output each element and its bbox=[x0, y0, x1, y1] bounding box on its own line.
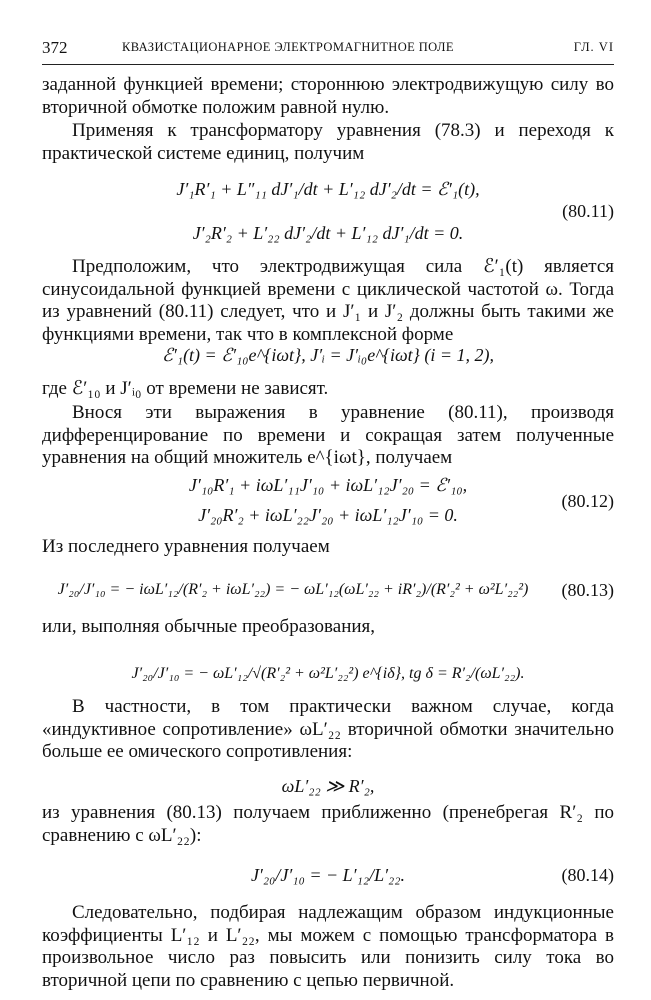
paragraph-8: В частности, в том практически важном случае, когда «индуктивное сопротивление» ωL′₂₂ вторичной обмотки значительно больше ее омического сопротивления: bbox=[42, 696, 614, 763]
equation-80-14-number: (80.14) bbox=[561, 865, 614, 885]
equation-condition: ωL′₂₂ ≫ R′₂, bbox=[281, 776, 375, 796]
paragraph-9: из уравнения (80.13) получаем приближенно (пренебрегая R′₂ по сравнению с ωL′₂₂): bbox=[42, 802, 614, 846]
paragraph-7: или, выполняя обычные преобразования, bbox=[42, 616, 376, 637]
equation-complex-form: ℰ′₁(t) = ℰ′₁₀e^{iωt}, J′ᵢ = J′ᵢ₀e^{iωt} (i = 1, 2), bbox=[161, 345, 495, 365]
equation-80-12-line-1: J′₁₀R′₁ + iωL′₁₁J′₁₀ + iωL′₁₂J′₂₀ = ℰ′₁₀, bbox=[188, 475, 468, 495]
book-page bbox=[42, 30, 614, 991]
equation-80-11-number: (80.11) bbox=[562, 201, 614, 221]
header-rule bbox=[42, 64, 614, 65]
page-number: 372 bbox=[42, 38, 68, 57]
paragraph-4: где ℰ′₁₀ и J′ᵢ₀ от времени не зависят. bbox=[42, 378, 329, 399]
equation-80-14-body: J′₂₀/J′₁₀ = − L′₁₂/L′₂₂. bbox=[250, 865, 406, 885]
equation-80-13-number: (80.13) bbox=[561, 580, 614, 600]
equation-80-14 bbox=[42, 850, 614, 902]
equation-80-11 bbox=[42, 170, 614, 254]
paragraph-10: Следовательно, подбирая надлежащим образом индукционные коэффициенты L′₁₂ и L′₂₂, мы можем с помощью трансформатора в произвольное число раз повысить или понизить силу тока во вторичной цепи по сравнению с цепью первичной. bbox=[42, 902, 614, 991]
equation-80-12-line-2: J′₂₀R′₂ + iωL′₂₂J′₂₀ + iωL′₁₂J′₁₀ = 0. bbox=[198, 505, 458, 525]
equation-80-11-line-1: J′₁R′₁ + L″₁₁ dJ′₁/dt + L′₁₂ dJ′₂/dt = ℰ′₁(t), bbox=[176, 179, 480, 199]
equation-80-13-body: J′₂₀/J′₁₀ = − iωL′₁₂/(R′₂ + iωL′₂₂) = − ωL′₁₂(ωL′₂₂ + iR′₂)/(R′₂² + ω²L′₂₂²) bbox=[57, 581, 529, 598]
chapter-label: ГЛ. VI bbox=[573, 40, 614, 54]
equation-80-11-line-2: J′₂R′₂ + L′₂₂ dJ′₂/dt + L′₁₂ dJ′₁/dt = 0. bbox=[192, 223, 464, 243]
equation-transformed: J′₂₀/J′₁₀ = − ωL′₁₂/√(R′₂² + ω²L′₂₂²) e^{iδ}, tg δ = R′₂/(ωL′₂₂). bbox=[131, 665, 525, 682]
paragraph-2: Применяя к трансформатору уравнения (78.3) и переходя к практической системе единиц, получим bbox=[42, 120, 614, 164]
equation-80-12-number: (80.12) bbox=[561, 491, 614, 511]
running-title: КВАЗИСТАЦИОНАРНОЕ ЭЛЕКТРОМАГНИТНОЕ ПОЛЕ bbox=[122, 40, 454, 54]
paragraph-5: Внося эти выражения в уравнение (80.11), производя дифференцирование по времени и сокращая затем полученные уравнения на общий множитель e^{iωt}, получаем bbox=[42, 402, 614, 469]
paragraph-6: Из последнего уравнения получаем bbox=[42, 536, 330, 557]
paragraph-3: Предположим, что электродвижущая сила ℰ′₁(t) является синусоидальной функцией времени с циклической частотой ω. Тогда из уравнений (80.11) следует, что и J′₁ и J′₂ должны быть такими же функциями времени, так что в комплексной форме bbox=[42, 256, 614, 345]
paragraph-1: заданной функцией времени; стороннюю электродвижущую силу во вторичной обмотке положим равной нулю. bbox=[42, 74, 614, 118]
running-header bbox=[42, 30, 614, 56]
equation-80-12 bbox=[42, 470, 614, 534]
